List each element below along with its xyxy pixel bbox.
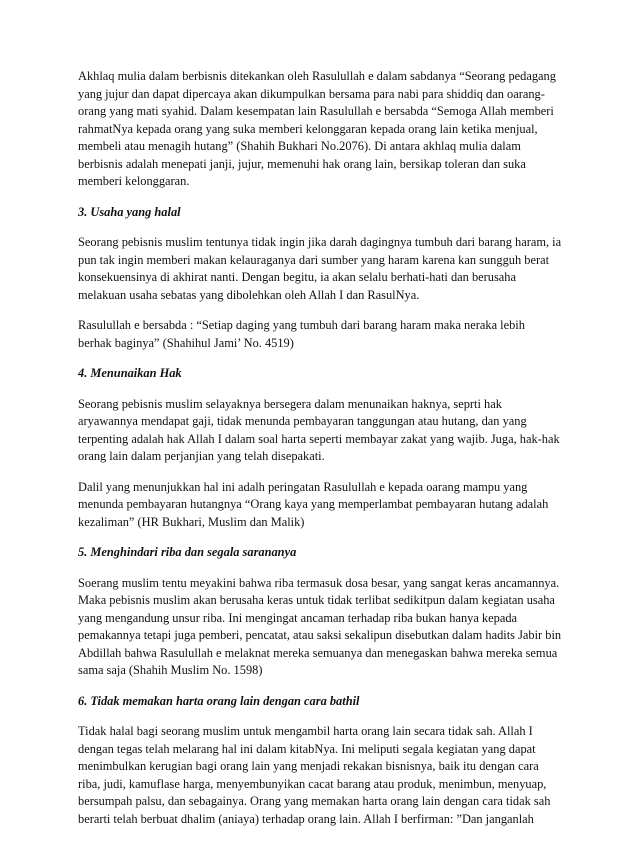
text-line: yang mengandung unsur riba. Ini mengingat ancaman terhadap riba bukan hanya kepada [78, 610, 518, 625]
text-line: menunda pembayaran hutangnya “Orang kaya yang memperlambat pembayaran hutang adalah [78, 497, 549, 511]
text-line: kezaliman” (HR Bukhari, Muslim dan Malik) [78, 514, 305, 529]
text-line: Seorang pebisnis muslim selayaknya bersegera dalam menunaikan haknya, seprti hak [78, 396, 502, 411]
text-line: yang jujur dan dapat dipercaya akan dikumpulkan bersama para nabi para shiddiq dan oarang- [78, 86, 545, 101]
text-line: Tidak halal bagi seorang muslim untuk mengambil harta orang lain secara tidak sah. Allah I [78, 724, 533, 738]
text-line: konsekuensinya di akhirat nanti. Dengan begitu, ia akan selalu berhati-hati dan berusaha [78, 270, 516, 284]
text-line: dengan tegas telah melarang hal ini dalam kitabNya. Ini meliputi segala kegiatan yang dapat [78, 741, 536, 756]
text-line: berarti telah berbuat dhalim (aniaya) terhadap orang lain. Allah I berfirman: ”Dan janganlah [78, 811, 534, 826]
text-line: Dalil yang menunjukkan hal ini adalh peringatan Rasulullah e kepada oarang mampu yang [78, 479, 528, 494]
document-page [78, 68, 566, 841]
text-line: bersumpah palsu, dan sebagainya. Orang yang memakan harta orang lain dengan cara tidak sah [78, 794, 551, 808]
text-line: berhak baginya” (Shahihul Jami’ No. 4519) [78, 335, 294, 350]
body-paragraph [78, 317, 566, 352]
text-line: Seorang pebisnis muslim tentunya tidak ingin jika darah dagingnya tumbuh dari barang haram, ia [78, 235, 562, 249]
body-paragraph [78, 575, 566, 680]
section-heading: 3. Usaha yang halal [78, 204, 181, 219]
text-line: Abdillah bahwa Rasulullah e melaknat mereka semuanya dan menegaskan bahwa mereka semua [78, 645, 558, 660]
text-line: rahmatNya kepada orang yang suka memberi kelonggaran kepada orang lain ketika menjual, [78, 121, 538, 136]
text-line: Maka pebisnis muslim akan berusaha keras untuk tidak terlibat sedikitpun dalam kegiatan usaha [78, 593, 555, 607]
body-paragraph [78, 234, 566, 304]
text-line: aryawannya mendapat gaji, tidak menunda pembayaran tanggungan atau hutang, dan yang [78, 414, 527, 428]
text-line: terpenting adalah hak Allah I dalam soal harta seperti membayar zakat yang wajib. Juga, hak-hak [78, 431, 560, 446]
text-line: sama saja (Shahih Muslim No. 1598) [78, 663, 263, 677]
text-line: pemakannya tetapi juga pemberi, pencatat, atau saksi sekalipun disebutkan dalam hadits Jabir bin [78, 628, 562, 642]
section-heading: 5. Menghindari riba dan segala sarananya [78, 545, 297, 559]
text-line: membeli atau menagih hutang” (Shahih Bukhari No.2076). Di antara akhlaq mulia dalam [78, 139, 521, 153]
section-heading: 6. Tidak memakan harta orang lain dengan cara bathil [78, 693, 360, 708]
text-line: berbisnis adalah menepati janji, jujur, memenuhi hak orang lain, bersikap toleran dan suka [78, 156, 526, 171]
text-line: riba, judi, kamuflase harga, menyembunyikan cacat barang atau produk, menimbun, menyuap, [78, 776, 547, 791]
body-paragraph [78, 479, 566, 532]
text-line: Rasulullah e bersabda : “Setiap daging yang tumbuh dari barang haram maka neraka lebih [78, 318, 525, 332]
body-paragraph [78, 396, 566, 466]
text-line: orang lain dalam perjanjian yang telah disepakati. [78, 449, 325, 463]
text-line: orang yang mati syahid. Dalam kesempatan lain Rasulullah e bersabda “Semoga Allah memberi [78, 104, 554, 118]
text-line: memberi kelonggaran. [78, 174, 190, 188]
body-paragraph [78, 68, 566, 191]
text-line: Akhlaq mulia dalam berbisnis ditekankan oleh Rasulullah e dalam sabdanya “Seorang pedagang [78, 69, 556, 83]
text-line: pun tak ingin memberi makan kelauraganya dari sumber yang haram karena kan sungguh berat [78, 252, 550, 267]
text-line: melakuan usaha sebatas yang dibolehkan oleh Allah I dan RasulNya. [78, 287, 420, 302]
text-line: Soerang muslim tentu meyakini bahwa riba termasuk dosa besar, yang sangat keras ancamannya. [78, 575, 560, 590]
body-paragraph [78, 723, 566, 828]
text-line: menimbulkan kerugian bagi orang lain yang menjadi rekakan bisnisnya, baik itu dengan cara [78, 759, 539, 773]
section-heading: 4. Menunaikan Hak [78, 366, 182, 380]
